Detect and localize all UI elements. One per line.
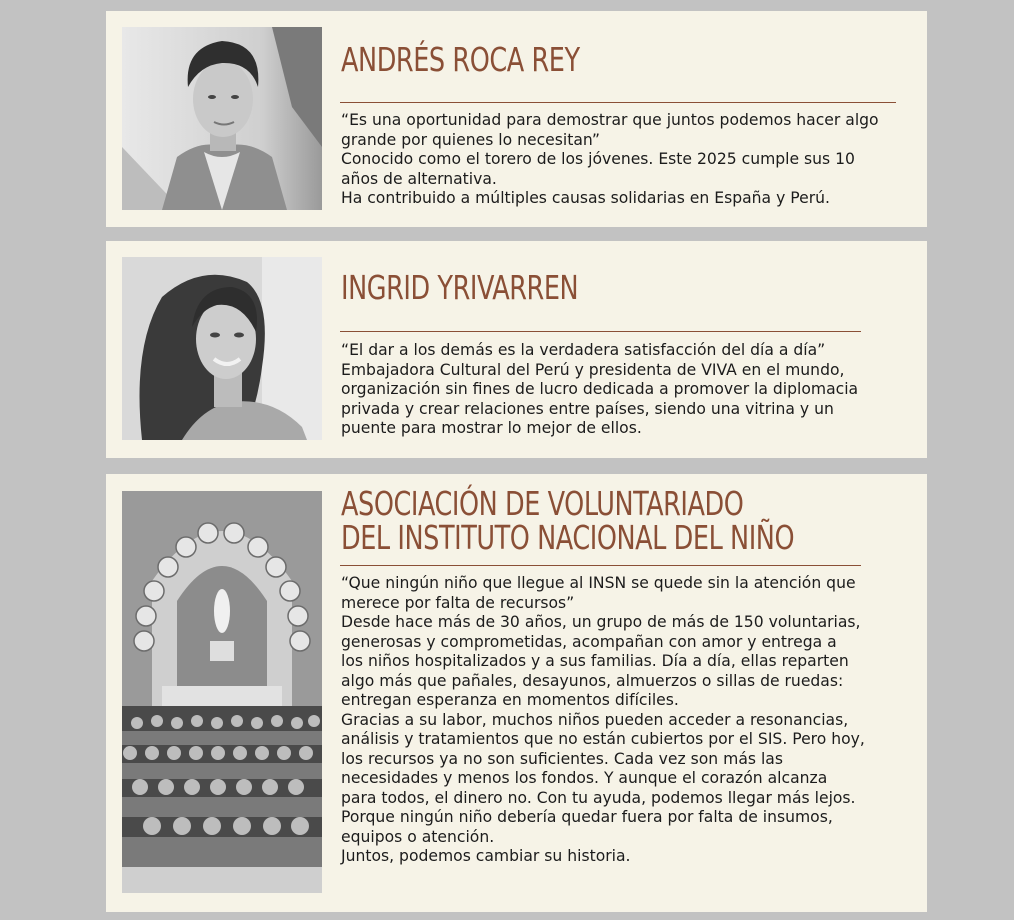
card-title: ANDRÉS ROCA REY bbox=[341, 40, 580, 79]
text-line: Juntos, podemos cambiar su historia. bbox=[341, 847, 631, 865]
text-line: análisis y tratamientos que no están cubiertos por el SIS. Pero hoy, bbox=[341, 730, 865, 748]
card-title: INGRID YRIVARREN bbox=[341, 268, 579, 307]
text-line: los niños hospitalizados y a sus familias. Día a día, ellas reparten bbox=[341, 652, 849, 670]
profile-card-ingrid-yrivarren bbox=[106, 241, 927, 458]
title-divider bbox=[340, 102, 896, 103]
card-description bbox=[341, 111, 879, 209]
profile-card-andres-roca-rey bbox=[106, 11, 927, 227]
text-line: Embajadora Cultural del Perú y presidenta de VIVA en el mundo, bbox=[341, 360, 845, 379]
text-line: generosas y comprometidas, acompañan con amor y entrega a bbox=[341, 632, 837, 651]
text-line: Porque ningún niño debería quedar fuera por falta de insumos, bbox=[341, 808, 833, 826]
text-line: algo más que pañales, desayunos, almuerzos o sillas de ruedas: bbox=[341, 671, 844, 690]
card-description bbox=[341, 574, 865, 867]
text-line: Ha contribuido a múltiples causas solidarias en España y Perú. bbox=[341, 189, 830, 207]
title-line: ASOCIACIÓN DE VOLUNTARIADO bbox=[341, 484, 744, 523]
profile-card-voluntariado-insn bbox=[106, 474, 927, 912]
text-line: privada y crear relaciones entre países, siendo una vitrina y un bbox=[341, 399, 834, 418]
text-line: los recursos ya no son suficientes. Cada vez son más las bbox=[341, 749, 783, 768]
text-line: Gracias a su labor, muchos niños pueden acceder a resonancias, bbox=[341, 710, 849, 729]
photo-andres-roca-rey bbox=[122, 27, 322, 210]
text-line: equipos o atención. bbox=[341, 827, 495, 846]
card-title bbox=[341, 484, 795, 557]
text-line: “Que ningún niño que llegue al INSN se quede sin la atención que bbox=[341, 574, 856, 592]
text-line: años de alternativa. bbox=[341, 169, 497, 188]
text-line: Desde hace más de 30 años, un grupo de más de 150 voluntarias, bbox=[341, 613, 861, 631]
title-divider bbox=[340, 565, 861, 566]
text-line: merece por falta de recursos” bbox=[341, 593, 575, 612]
text-line: necesidades y menos los fondos. Y aunque el corazón alcanza bbox=[341, 769, 828, 787]
photo-ingrid-yrivarren bbox=[122, 257, 322, 440]
photo-voluntariado-group bbox=[122, 491, 322, 893]
card-description bbox=[341, 341, 858, 439]
text-line: organización sin fines de lucro dedicada a promover la diplomacia bbox=[341, 380, 859, 398]
title-line: DEL INSTITUTO NACIONAL DEL NIÑO bbox=[341, 518, 795, 557]
text-line: grande por quienes lo necesitan” bbox=[341, 130, 600, 149]
title-divider bbox=[340, 331, 861, 332]
text-line: “Es una oportunidad para demostrar que juntos podemos hacer algo bbox=[341, 111, 879, 129]
text-line: entregan esperanza en momentos difíciles. bbox=[341, 691, 679, 709]
text-line: Conocido como el torero de los jóvenes. Este 2025 cumple sus 10 bbox=[341, 150, 855, 168]
text-line: para todos, el dinero no. Con tu ayuda, podemos llegar más lejos. bbox=[341, 788, 856, 807]
text-line: puente para mostrar lo mejor de ellos. bbox=[341, 419, 642, 437]
text-line: “El dar a los demás es la verdadera satisfacción del día a día” bbox=[341, 341, 826, 359]
